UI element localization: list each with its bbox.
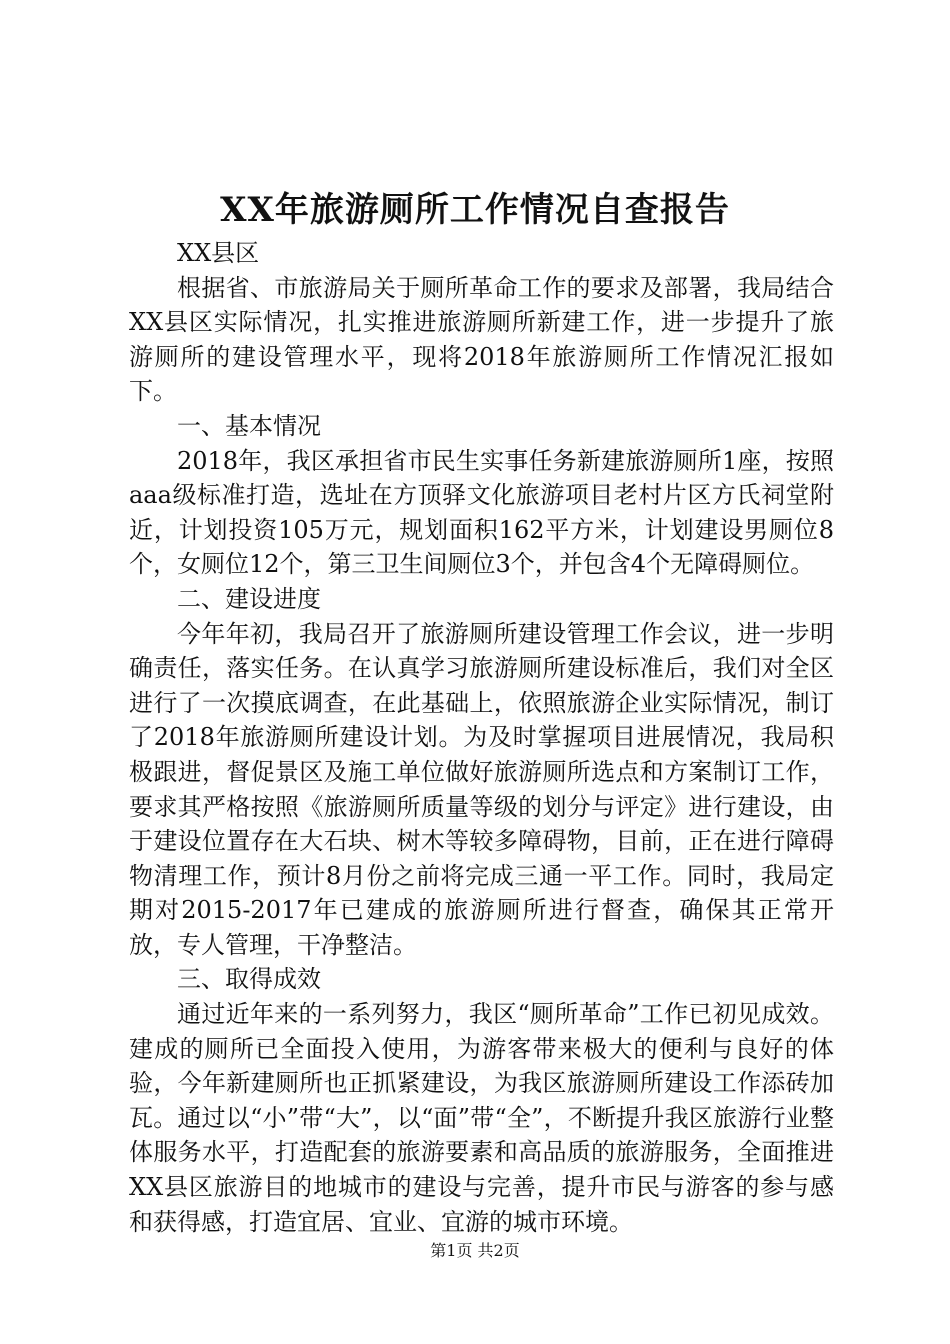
- section-heading-basic: 一、基本情况: [177, 411, 321, 440]
- paragraph-basic: 2018年，我区承担省市民生实事任务新建旅游厕所1座，按照aaa级标准打造，选址在方顶驿文化旅游项目老村片区方氏祠堂附近，计划投资105万元，规划面积162平方米，计划建设男厕位8个，女厕位12个，第三卫生间厕位3个，并包含4个无障碍厕位。: [129, 446, 834, 579]
- page-footer: 第1页 共2页: [430, 1241, 520, 1260]
- paragraph-results: 通过近年来的一系列努力，我区“厕所革命”工作已初见成效。建成的厕所已全面投入使用，为游客带来极大的便利与良好的体验，今年新建厕所也正抓紧建设，为我区旅游厕所建设工作添砖加瓦。通过以“小”带“大”，以“面”带“全”，不断提升我区旅游行业整体服务水平，打造配套的旅游要素和高品质的旅游服务，全面推进XX县区旅游目的地城市的建设与完善，提升市民与游客的参与感和获得感，打造宜居、宜业、宜游的城市环境。: [129, 1000, 834, 1236]
- section-heading-progress: 二、建设进度: [177, 584, 321, 613]
- paragraph-county: XX县区: [177, 239, 260, 267]
- section-heading-results: 三、取得成效: [177, 965, 321, 994]
- document-title: XX年旅游厕所工作情况自查报告: [220, 190, 730, 230]
- document-body: [129, 236, 834, 1239]
- paragraph-intro: 根据省、市旅游局关于厕所革命工作的要求及部署，我局结合XX县区实际情况，扎实推进旅游厕所新建工作，进一步提升了旅游厕所的建设管理水平，现将2018年旅游厕所工作情况汇报如下。: [129, 273, 834, 406]
- paragraph-progress: 今年年初，我局召开了旅游厕所建设管理工作会议，进一步明确责任，落实任务。在认真学习旅游厕所建设标准后，我们对全区进行了一次摸底调查，在此基础上，依照旅游企业实际情况，制订了2018年旅游厕所建设计划。为及时掌握项目进展情况，我局积极跟进，督促景区及施工单位做好旅游厕所选点和方案制订工作，要求其严格按照《旅游厕所质量等级的划分与评定》进行建设，由于建设位置存在大石块、树木等较多障碍物，目前，正在进行障碍物清理工作，预计8月份之前将完成三通一平工作。同时，我局定期对2015-2017年已建成的旅游厕所进行督查，确保其正常开放，专人管理，干净整洁。: [129, 619, 834, 959]
